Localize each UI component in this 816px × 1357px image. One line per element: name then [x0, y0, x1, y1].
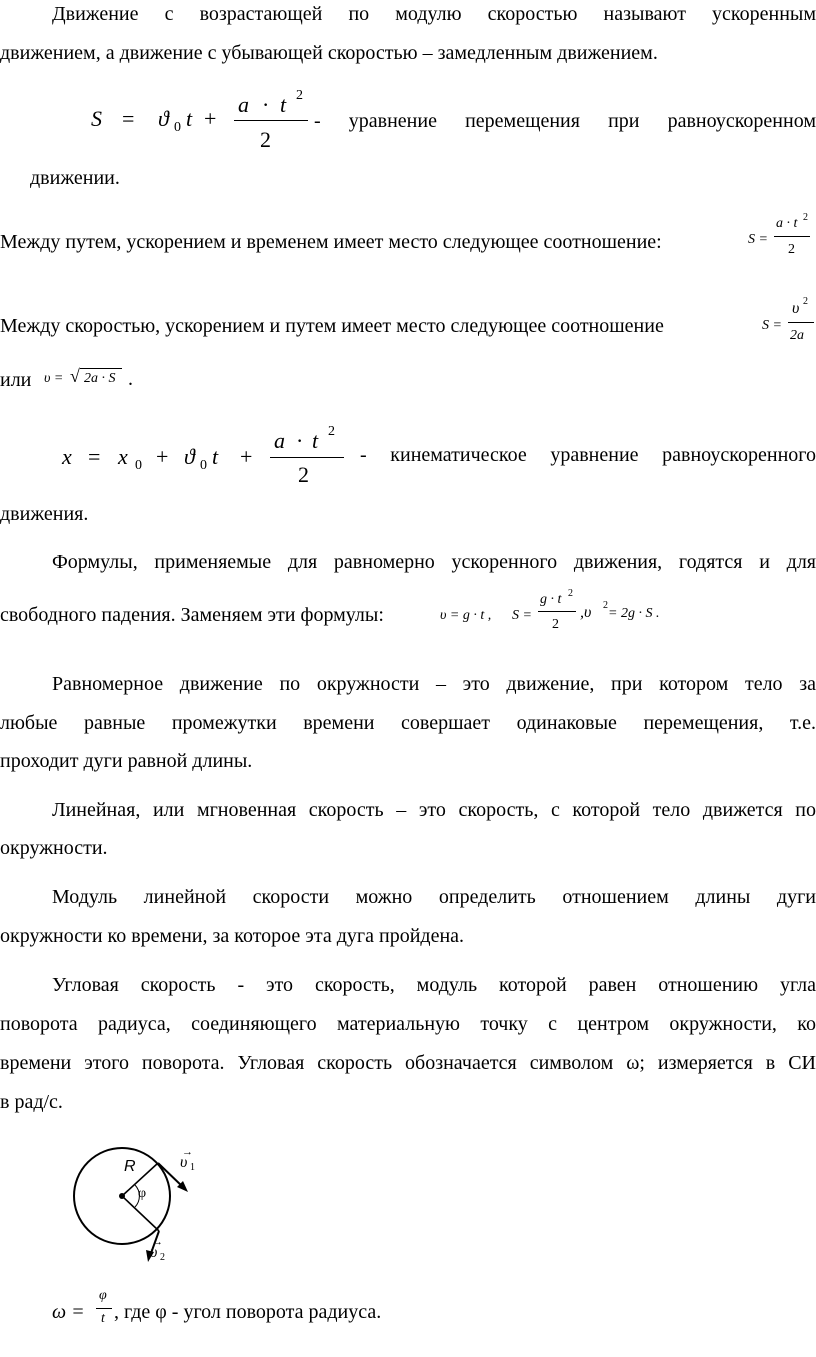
p3-formula2-radicand: 2a · S [84, 371, 116, 386]
sqrt-overline [80, 368, 122, 369]
figure-label-v2: υ [150, 1244, 158, 1261]
eq1-den: 2 [260, 127, 271, 152]
paragraph-7-line-2: окружности ко времени, за которое эта дуга пройдена. [0, 925, 465, 947]
p2-formula-lhs: S = [748, 232, 768, 247]
paragraph-1-line-1: Движение с возрастающей по модулю скоростью называют ускоренным [52, 3, 816, 25]
p4-formula-2-num: g · t [540, 592, 562, 607]
paragraph-6-line-2: окружности. [0, 837, 108, 859]
eq2-x: x [62, 444, 72, 469]
p3-formula-bar [788, 322, 814, 323]
paragraph-7-line-1: Модуль линейной скорости можно определить отношением длины дуги [52, 886, 816, 908]
p2-formula-exp: 2 [803, 212, 808, 223]
eq1-sub0: 0 [174, 120, 181, 135]
eq2-sub0b: 0 [200, 458, 207, 473]
p4-formula-2-den: 2 [552, 617, 559, 632]
paragraph-6-line-1: Линейная, или мгновенная скорость – это скорость, с которой тело движется по [52, 799, 816, 821]
eq1-lhs: S [91, 106, 102, 131]
figure-label-v1: υ [180, 1154, 188, 1171]
eq1-num-exp: 2 [296, 88, 303, 103]
p3-formula-lhs: S = [762, 318, 782, 333]
eq2-sub0: 0 [135, 458, 142, 473]
eq1-theta: ϑ [158, 106, 169, 131]
vector-arrow-icon: → [152, 1236, 163, 1248]
p2-formula-den: 2 [788, 242, 795, 257]
p3-formula-num: υ [792, 300, 800, 317]
eq2-equals: = [88, 444, 101, 469]
eq2-description: - кинематическое уравнение равноускоренного [360, 444, 816, 466]
p4-formula-2-bar [538, 611, 576, 612]
p4-formula-2-exp: 2 [568, 588, 573, 599]
paragraph-5-line-2: любые равные промежутки времени совершает одинаковые перемещения, т.е. [0, 712, 816, 734]
p3-or: или [0, 369, 32, 391]
eq2-num-t: t [312, 428, 319, 453]
eq2-plus-2: + [240, 444, 253, 469]
eq1-num-dot: · [262, 92, 270, 117]
eq2-description-line-2: движения. [0, 503, 89, 525]
paragraph-5-line-1: Равномерное движение по окружности – это движение, при котором тело за [52, 673, 816, 695]
paragraph-1-line-2: движением, а движение с убывающей скоростью – замедленным движением. [0, 42, 658, 64]
eq2-t: t [212, 444, 219, 469]
p4-formula-3: ,υ [580, 604, 592, 621]
p4-formula-1: υ = g · t , [440, 608, 492, 623]
eq2-den: 2 [298, 462, 309, 487]
paragraph-3: Между скоростью, ускорением и путем имеет место следующее соотношение [0, 315, 664, 337]
paragraph-8-line-2: поворота радиуса, соединяющего материальную точку с центром окружности, ко [0, 1013, 816, 1035]
p2-formula-num: a · t [776, 216, 798, 231]
figure-label-v2-sub: 2 [160, 1252, 165, 1263]
figure-label-phi: φ [138, 1186, 147, 1201]
p4-formula-3-rest: = 2g · S . [608, 606, 660, 621]
p3-formula2-lhs: υ = [44, 371, 64, 386]
eq1-num-t: t [280, 92, 287, 117]
figure-label-r: R [124, 1158, 136, 1175]
eq2-plus-1: + [156, 444, 169, 469]
p3-formula-den: 2a [790, 328, 804, 343]
eq2-theta: ϑ [184, 444, 195, 469]
eq1-equals: = [122, 106, 135, 131]
p3-formula2-end: . [128, 368, 133, 390]
p4-formula-3-exp: 2 [603, 600, 608, 611]
p3-formula-exp: 2 [803, 296, 808, 307]
eq2-num-dot: · [296, 428, 304, 453]
eq2-num-a: a [274, 428, 285, 453]
eq1-t: t [186, 106, 193, 131]
paragraph-5-line-3: проходит дуги равной длины. [0, 750, 253, 772]
paragraph-4-line-2: свободного падения. Заменяем эти формулы: [0, 604, 384, 626]
paragraph-8-line-3: времени этого поворота. Угловая скорость обозначается символом ω; измеряется в СИ [0, 1052, 816, 1074]
paragraph-4-line-1: Формулы, применяемые для равномерно ускоренного движения, годятся и для [52, 551, 816, 573]
eq2-x0: x [118, 444, 128, 469]
eq1-description: - уравнение перемещения при равноускоренном [314, 110, 816, 132]
paragraph-8-line-4: в рад/с. [0, 1091, 63, 1113]
eq3-den: t [101, 1311, 105, 1326]
figure-label-v1-sub: 1 [190, 1162, 195, 1173]
eq1-num-a: a [238, 92, 249, 117]
eq3-rest: , где φ - угол поворота радиуса. [114, 1301, 382, 1323]
eq3-fraction-bar [96, 1308, 112, 1309]
eq1-plus: + [204, 106, 217, 131]
eq1-fraction-bar [234, 120, 308, 121]
eq3-num: φ [99, 1288, 107, 1303]
eq1-description-line-2: движении. [30, 167, 120, 189]
vector-arrow-icon: → [182, 1146, 193, 1158]
eq2-num-exp: 2 [328, 424, 335, 439]
paragraph-2: Между путем, ускорением и временем имеет место следующее соотношение: [0, 231, 662, 253]
p4-formula-2-lhs: S = [512, 608, 532, 623]
eq3-omega: ω = [52, 1301, 85, 1323]
paragraph-8-line-1: Угловая скорость - это скорость, модуль которой равен отношению угла [52, 974, 816, 996]
eq2-fraction-bar [270, 457, 344, 458]
p2-formula-bar [774, 236, 810, 237]
sqrt-icon: √ [70, 366, 80, 386]
